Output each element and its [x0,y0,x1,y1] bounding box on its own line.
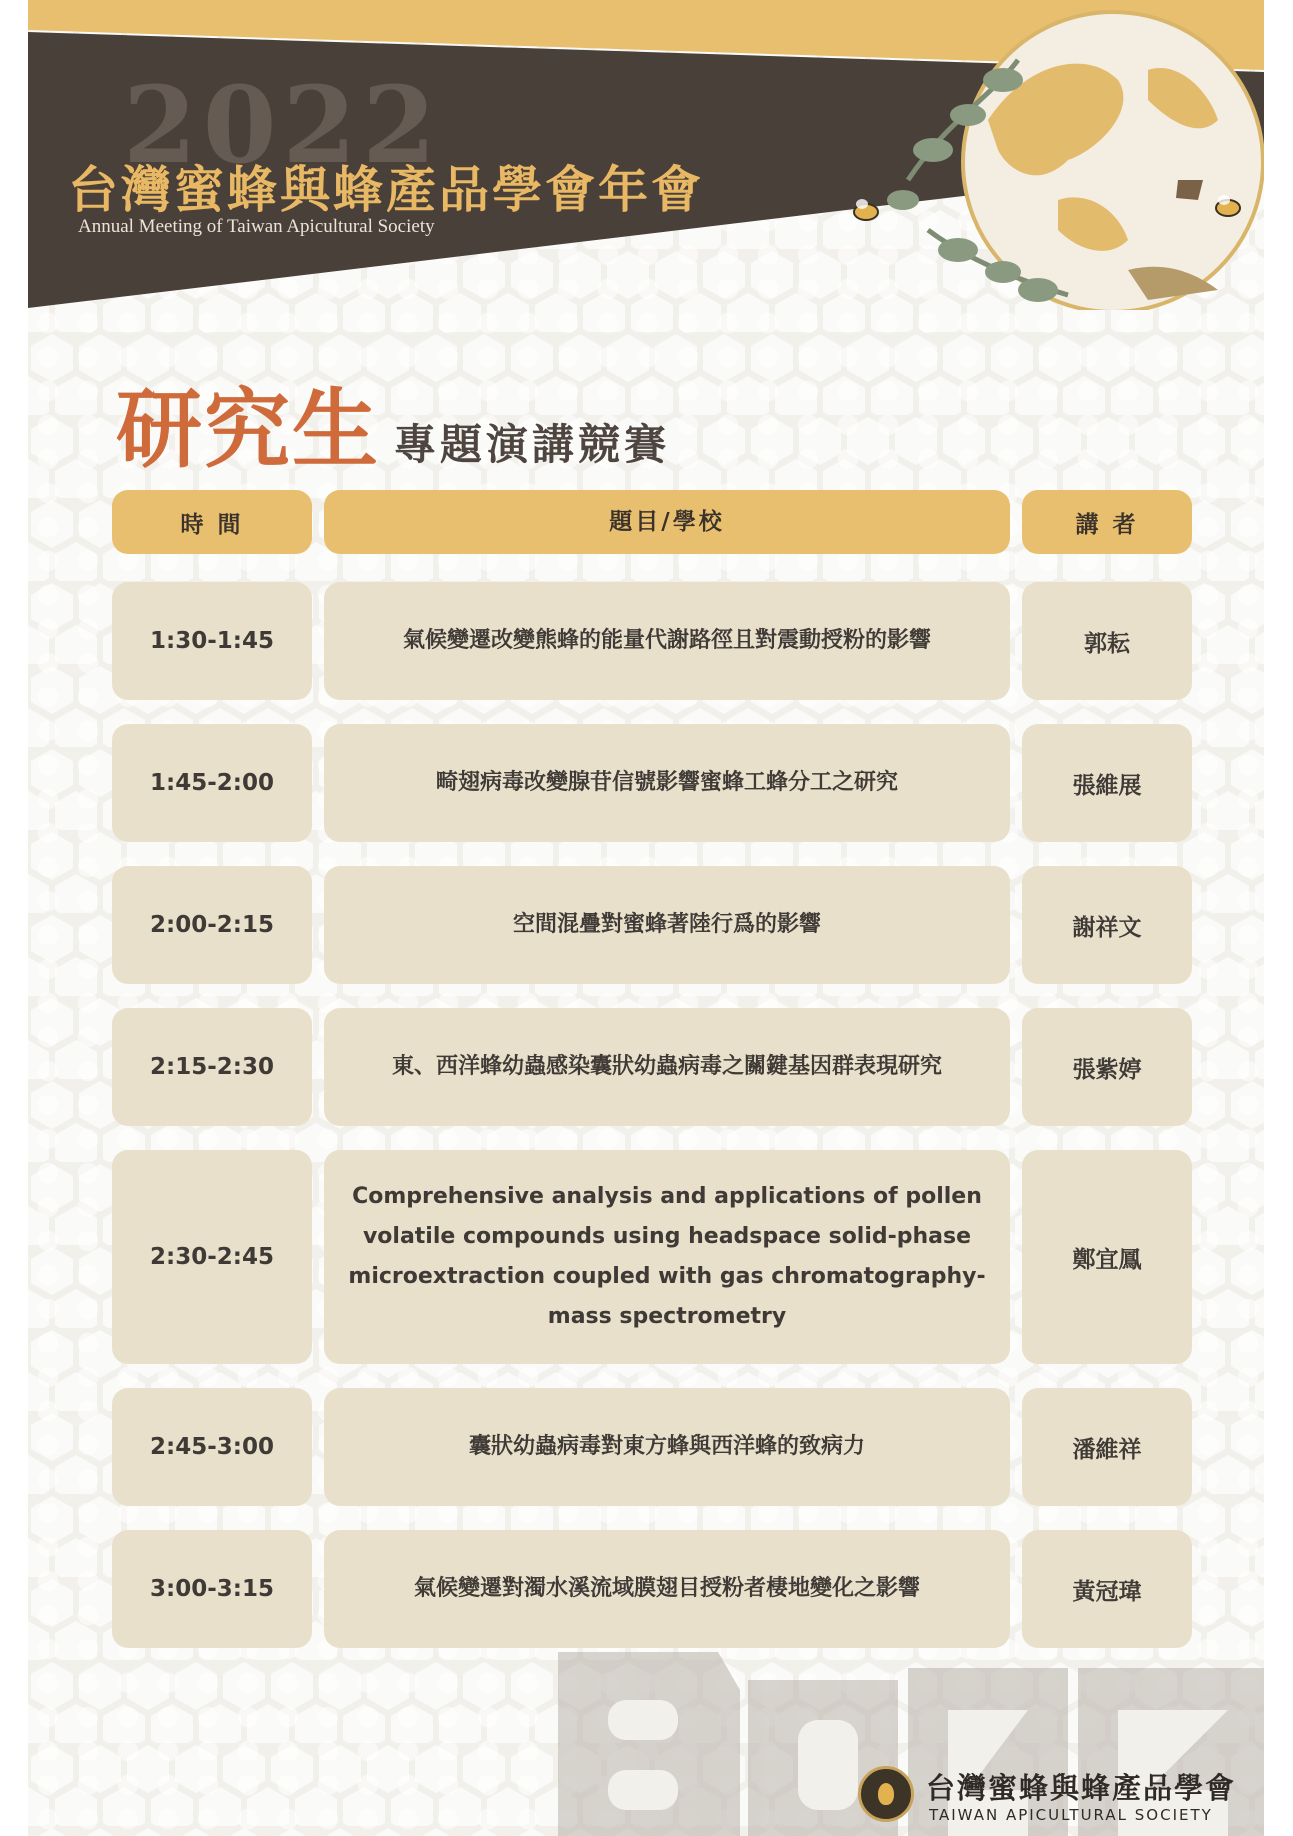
header-time: 時 間 [112,490,312,554]
header-speaker: 講 者 [1022,490,1192,554]
section-main-title: 研究生 [116,379,380,480]
row-speaker: 潘維祥 [1022,1388,1192,1506]
row-time: 3:00-3:15 [112,1530,312,1648]
table-row [112,1008,1192,1126]
society-seal-logo [858,1766,914,1822]
row-speaker: 黃冠瑋 [1022,1530,1192,1648]
row-time: 2:00-2:15 [112,866,312,984]
row-speaker: 謝祥文 [1022,866,1192,984]
table-row [112,866,1192,984]
table-row [112,582,1192,700]
row-title: 氣候變遷改變熊蜂的能量代謝路徑且對震動授粉的影響 [324,582,1010,700]
row-speaker: 郭耘 [1022,582,1192,700]
poster [28,0,1264,1836]
section-sub-title: 專題演講競賽 [394,420,671,469]
table-row [112,724,1192,842]
row-time: 2:15-2:30 [112,1008,312,1126]
section-heading [116,360,670,484]
row-title: 畸翅病毒改變腺苷信號影響蜜蜂工蜂分工之研究 [324,724,1010,842]
event-title-zh: 台灣蜜蜂與蜂產品學會年會 [68,160,704,219]
row-time: 2:30-2:45 [112,1150,312,1364]
row-title: 囊狀幼蟲病毒對東方蜂與西洋蜂的致病力 [324,1388,1010,1506]
row-speaker: 鄭宜鳳 [1022,1150,1192,1364]
row-time: 2:45-3:00 [112,1388,312,1506]
row-speaker: 張紫婷 [1022,1008,1192,1126]
society-name-zh: 台灣蜜蜂與蜂產品學會 [926,1771,1237,1805]
row-speaker: 張維展 [1022,724,1192,842]
table-row [112,1530,1192,1648]
society-name-en: TAIWAN APICULTURAL SOCIETY [929,1806,1213,1824]
event-title-en: Annual Meeting of Taiwan Apicultural Society [78,216,435,237]
row-title: 東、西洋蜂幼蟲感染囊狀幼蟲病毒之關鍵基因群表現研究 [324,1008,1010,1126]
header-year: 2022 [123,62,443,187]
row-time: 1:30-1:45 [112,582,312,700]
table-row [112,1388,1192,1506]
header-title: 題目/學校 [324,490,1010,554]
row-title: 氣候變遷對濁水溪流域膜翅目授粉者棲地變化之影響 [324,1530,1010,1648]
row-time: 1:45-2:00 [112,724,312,842]
table-row [112,1150,1192,1364]
table-header-row [112,490,1192,554]
row-title: 空間混疊對蜜蜂著陸行爲的影響 [324,866,1010,984]
row-title: Comprehensive analysis and applications of pollen volatile compounds using headspace solid-phase microextraction coupled with gas chromatography-mass spectrometry [324,1150,1010,1364]
